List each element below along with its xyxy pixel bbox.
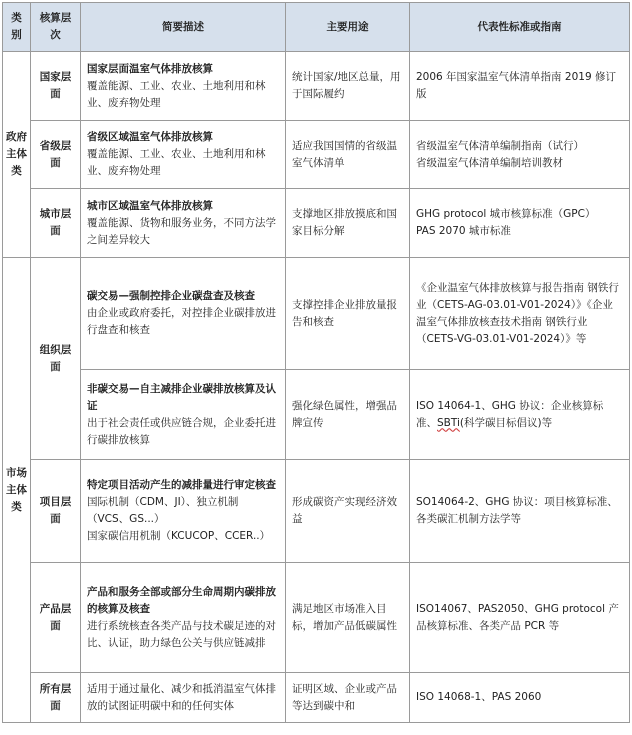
- table-row: [3, 258, 630, 370]
- standard-line: 省级温室气体清单编制指南（试行）: [416, 139, 584, 152]
- level-cell: 组织层面: [31, 258, 81, 460]
- description-cell: [81, 258, 286, 370]
- description-cell: [81, 121, 286, 189]
- description-body: 进行系统核查各类产品与技术碳足迹的对比、认证，助力绿色公关与供应链减排: [87, 619, 276, 649]
- table-row: [3, 673, 630, 723]
- standard-line: GHG protocol 城市核算标准（GPC）: [416, 208, 596, 220]
- purpose-cell: 满足地区市场准入目标，增加产品低碳属性: [286, 563, 410, 673]
- level-cell: 城市层面: [31, 189, 81, 258]
- table-row: [3, 189, 630, 258]
- description-cell: [81, 460, 286, 563]
- purpose-cell: 统计国家/地区总量，用于国际履约: [286, 52, 410, 121]
- standard-cell: [410, 121, 630, 189]
- table-row: [3, 52, 630, 121]
- standard-cell: 2006 年国家温室气体清单指南 2019 修订版: [410, 52, 630, 121]
- standard-cell: SO14064-2、GHG 协议：项目核算标准、各类碳汇机制方法学等: [410, 460, 630, 563]
- standard-text: (科学碳目标倡议)等: [459, 416, 553, 429]
- standard-line: 省级温室气体清单编制培训教材: [416, 156, 563, 169]
- purpose-cell: 适应我国国情的省级温室气体清单: [286, 121, 410, 189]
- description-body: 适用于通过量化、减少和抵消温室气体排放的试图证明碳中和的任何实体: [87, 682, 276, 712]
- category-market: 市场主体类: [3, 258, 31, 723]
- header-standard: 代表性标准或指南: [410, 3, 630, 52]
- table-row: [3, 121, 630, 189]
- description-title: 特定项目活动产生的减排量进行审定核查: [87, 479, 276, 491]
- level-cell: 省级层面: [31, 121, 81, 189]
- standard-line: PAS 2070 城市标准: [416, 225, 511, 237]
- table-row: [3, 370, 630, 460]
- description-cell: [81, 673, 286, 723]
- purpose-cell: 证明区域、企业或产品等达到碳中和: [286, 673, 410, 723]
- sbti-term: SBTi: [437, 416, 460, 429]
- level-cell: 所有层面: [31, 673, 81, 723]
- description-title: 产品和服务全部或部分生命周期内碳排放的核算及核查: [87, 585, 276, 615]
- description-title: 国家层面温室气体排放核算: [87, 62, 213, 75]
- description-title: 碳交易—强制控排企业碳盘查及核查: [87, 290, 255, 302]
- description-body: 由企业或政府委托，对控排企业碳排放进行盘查和核查: [87, 307, 276, 336]
- level-cell: 项目层面: [31, 460, 81, 563]
- level-cell: 国家层面: [31, 52, 81, 121]
- description-cell: [81, 52, 286, 121]
- description-body: 出于社会责任或供应链合规，企业委托进行碳排放核算: [87, 416, 276, 446]
- description-title: 城市区域温室气体排放核算: [87, 199, 213, 212]
- purpose-cell: 支撑地区排放摸底和国家目标分解: [286, 189, 410, 258]
- carbon-accounting-table: [2, 2, 630, 723]
- description-body: 国家碳信用机制（KCUCOP、CCER..）: [87, 530, 271, 542]
- header-purpose: 主要用途: [286, 3, 410, 52]
- level-cell: 产品层面: [31, 563, 81, 673]
- purpose-cell: 强化绿色属性，增强品牌宣传: [286, 370, 410, 460]
- standard-cell: 《企业温室气体排放核算与报告指南 钢铁行业（CETS-AG-03.01-V01-2024）》《企业温室气体排放核查技术指南 钢铁行业（CETS-VG-03.01-V01-2024）》等: [410, 258, 630, 370]
- table-row: [3, 460, 630, 563]
- standard-cell: ISO 14068-1、PAS 2060: [410, 673, 630, 723]
- header-category: 类别: [3, 3, 31, 52]
- description-body: 覆盖能源、货物和服务业务，不同方法学之间差异较大: [87, 216, 276, 246]
- description-cell: [81, 563, 286, 673]
- description-body: 覆盖能源、工业、农业、土地利用和林业、废弃物处理: [87, 148, 266, 177]
- category-government: 政府主体类: [3, 52, 31, 258]
- description-cell: [81, 370, 286, 460]
- purpose-cell: 形成碳资产实现经济效益: [286, 460, 410, 563]
- table-row: [3, 563, 630, 673]
- description-title: 省级区域温室气体排放核算: [87, 131, 213, 143]
- description-cell: [81, 189, 286, 258]
- header-description: 简要描述: [81, 3, 286, 52]
- standard-cell: ISO14067、PAS2050、GHG protocol 产品核算标准、各类产品 PCR 等: [410, 563, 630, 673]
- standard-cell: [410, 189, 630, 258]
- header-row: [3, 3, 630, 52]
- purpose-cell: 支撑控排企业排放量报告和核查: [286, 258, 410, 370]
- header-level: 核算层次: [31, 3, 81, 52]
- description-body: 国际机制（CDM、JI）、独立机制（VCS、GS...）: [87, 496, 239, 525]
- standard-text: ISO 14064-1、GHG 协议：企业核算标准、: [416, 399, 604, 429]
- standard-cell: [410, 370, 630, 460]
- description-title: 非碳交易—自主减排企业碳排放核算及认证: [87, 382, 276, 412]
- description-body: 覆盖能源、工业、农业、土地利用和林业、废弃物处理: [87, 79, 266, 109]
